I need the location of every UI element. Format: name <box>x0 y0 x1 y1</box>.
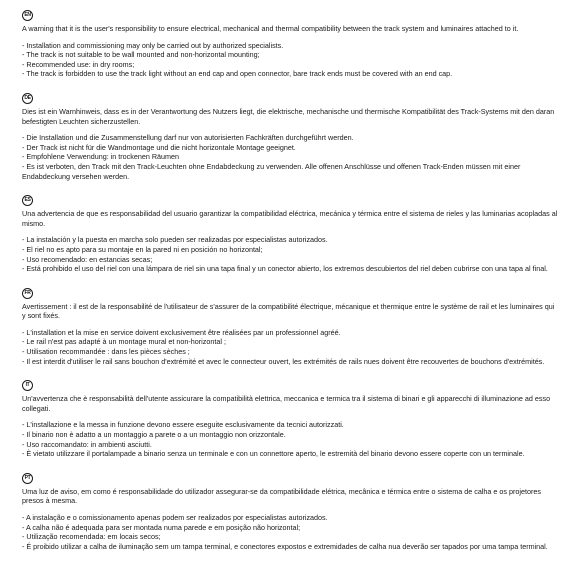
language-section-es <box>22 188 558 274</box>
instruction-item: - La instalación y la puesta en marcha solo pueden ser realizadas por especialistas autorizados. <box>22 235 328 245</box>
language-code-badge: ES <box>22 195 33 206</box>
instruction-item: - A instalação e o comissionamento apenas podem ser realizados por especialistas autorizados. <box>22 513 328 522</box>
instruction-item: - Il binario non è adatto a un montaggio a parete o a un montaggio non orizzontale. <box>22 430 286 440</box>
warning-paragraph: Avertissement : il est de la responsabilité de l'utilisateur de s'assurer de la compatibilité électrique, mécanique et thermique entre le système de rail et les luminaires qui y sont fixés. <box>22 301 555 321</box>
language-code-badge: FR <box>22 288 33 299</box>
language-code-badge: PT <box>22 473 33 484</box>
language-section-fr <box>22 281 558 367</box>
language-code-badge: IT <box>22 380 33 391</box>
instruction-item: - Der Track ist nicht für die Wandmontage und die nicht horizontale Montage geeignet. <box>22 142 296 152</box>
language-code-badge: DE <box>22 93 33 104</box>
instruction-item: - L'installation et la mise en service doivent exclusivement être réalisées par un professionnel agréé. <box>22 327 341 337</box>
warning-paragraph: Una advertencia de que es responsabilidad del usuario garantizar la compatibilidad eléctrica, mecánica y térmica entre el sistema de rieles y las luminarias acopladas al mismo. <box>22 209 558 228</box>
instruction-item: - Uso recomendado: en estancias secas; <box>22 254 153 264</box>
language-code-badge: EN <box>22 10 33 21</box>
instruction-item: - Die Installation und die Zusammenstellung darf nur von autorisierten Fachkräften durchgeführt werden. <box>22 133 354 143</box>
instruction-list <box>22 41 558 79</box>
instruction-item: - È vietato utilizzare il portalampade a binario senza un terminale e con un connettore aperto, le estremità del binario devono essere coperte con un terminale. <box>22 449 525 459</box>
warning-paragraph: Un'avvertenza che è responsabilità dell'utente assicurare la compatibilità elettrica, meccanica e termica tra il sistema di binari e gli apparecchi di illuminazione ad esso collegati. <box>22 394 551 413</box>
instruction-list <box>22 235 558 273</box>
instruction-item: - The track is forbidden to use the track light without an end cap and open connector, bare track ends must be covered with an end cap. <box>22 69 453 79</box>
instruction-item: - Es ist verboten, den Track mit den Track-Leuchten ohne Endabdeckung zu verwenden. Alle offenen Anschlüsse und offenen Track-Enden müssen mit einer Endabdeckung versehen werden. <box>22 161 521 181</box>
instruction-item: - Il est interdit d'utiliser le rail sans bouchon d'extrémité et avec le connecteur ouvert, les extrémités de rails nues doivent être recouvertes de bouchons d'extrémités. <box>22 356 545 366</box>
language-section-it <box>22 373 558 459</box>
instruction-list <box>22 513 558 551</box>
instruction-item: - Utilização recomendada: em locais secos; <box>22 532 161 542</box>
warning-paragraph: Dies ist ein Warnhinweis, dass es in der Verantwortung des Nutzers liegt, die elektrische, mechanische und thermische Kompatibilität des Track-Systems mit den daran befestigten Leuchten sicherzustellen. <box>22 106 555 126</box>
instruction-item: - Utilisation recommandée : dans les pièces sèches ; <box>22 347 190 357</box>
warning-paragraph: A warning that it is the user's responsibility to ensure electrical, mechanical and thermal compatibility between the track system and luminaires attached to it. <box>22 24 519 33</box>
warning-paragraph: Uma luz de aviso, em como é responsabilidade do utilizador assegurar-se da compatibilidade elétrica, mecânica e térmica entre o sistema de calha e os projetores presos à mesma. <box>22 486 541 506</box>
instruction-item: - Installation and commissioning may only be carried out by authorized specialists. <box>22 40 284 50</box>
instruction-item: - L'installazione e la messa in funzione devono essere eseguite esclusivamente da tecnici autorizzati. <box>22 420 344 430</box>
instruction-list <box>22 133 558 181</box>
instruction-item: - Uso raccomandato: in ambienti asciutti. <box>22 439 152 449</box>
instruction-item: - É proibido utilizar a calha de iluminação sem um tampa terminal, e conectores expostos e extremidades de calha nua deverão ser tapados por uma tampa terminal. <box>22 541 548 551</box>
instruction-item: - A calha não é adequada para ser montada numa parede e em posição não horizontal; <box>22 522 301 532</box>
instruction-item: - Empfohlene Verwendung: in trockenen Räumen <box>22 152 180 162</box>
instruction-item: - Recommended use: in dry rooms; <box>22 59 135 69</box>
instruction-item: - El riel no es apto para su montaje en la pared ni en posición no horizontal; <box>22 244 263 254</box>
instruction-list <box>22 420 558 458</box>
instruction-item: - The track is not suitable to be wall mounted and non-horizontal mounting; <box>22 50 260 60</box>
instruction-item: - Está prohibido el uso del riel con una lámpara de riel sin una tapa final y un conector abierto, los extremos descubiertos del riel deben cubrirse con una tapa al final. <box>22 264 548 274</box>
instruction-item: - Le rail n'est pas adapté à un montage mural et non-horizontal ; <box>22 337 226 347</box>
instruction-list <box>22 328 558 366</box>
language-section-de <box>22 86 558 181</box>
language-section-pt <box>22 466 558 552</box>
language-section-en <box>22 3 558 79</box>
